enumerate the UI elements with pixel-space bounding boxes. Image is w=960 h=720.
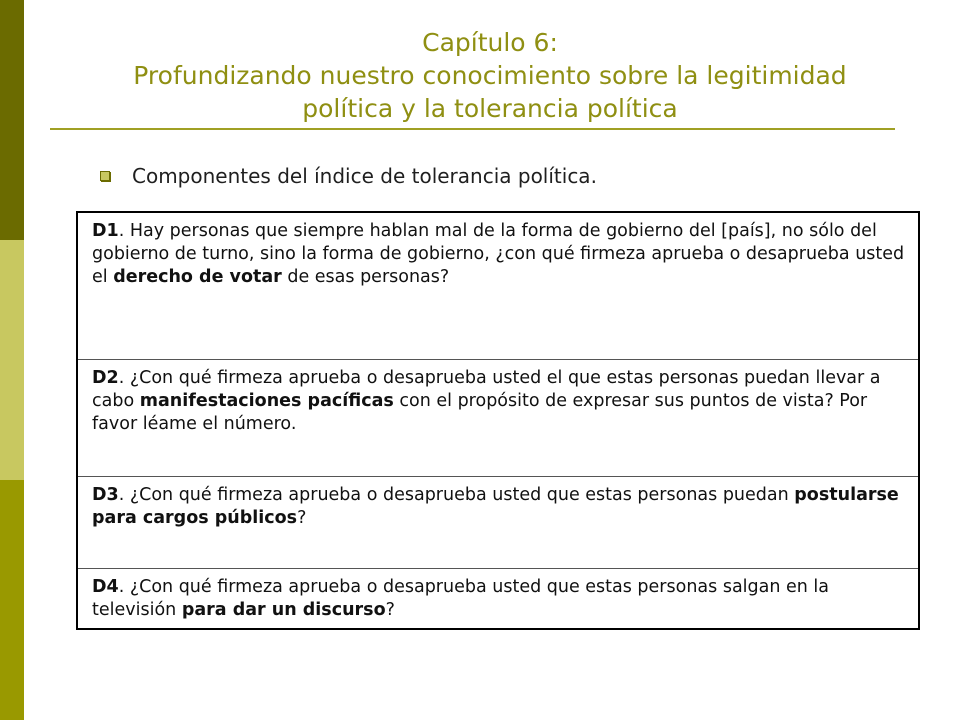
table-cell-d3 xyxy=(77,477,919,569)
item-code: D1 xyxy=(92,221,119,241)
item-text-end: ? xyxy=(297,508,307,528)
table-cell-d1 xyxy=(77,212,919,360)
table-cell-d4 xyxy=(77,569,919,630)
square-bullet-icon xyxy=(100,171,110,181)
item-emphasis: para dar un discurso xyxy=(181,600,386,620)
item-text: . ¿Con qué firmeza aprueba o desaprueba usted que estas personas salgan en la televisión xyxy=(92,577,830,620)
item-text-end: con el propósito de expresar sus puntos de vista? Por favor léame el número. xyxy=(92,391,868,434)
item-emphasis: postularse para cargos públicos xyxy=(92,485,899,528)
item-code: D3 xyxy=(92,485,119,505)
title-line-2: Profundizando nuestro conocimiento sobre la legitimidad xyxy=(133,61,847,90)
side-strip-mid xyxy=(0,480,24,720)
item-text: . ¿Con qué firmeza aprueba o desaprueba usted el que estas personas puedan llevar a cabo xyxy=(92,368,881,411)
side-strip-light xyxy=(0,240,24,480)
title-line-1: Capítulo 6: xyxy=(422,28,558,57)
item-text: . ¿Con qué firmeza aprueba o desaprueba usted que estas personas puedan xyxy=(118,485,795,505)
table-row xyxy=(77,212,919,360)
table-row xyxy=(77,477,919,569)
item-code: D2 xyxy=(92,368,119,388)
tolerance-index-table xyxy=(76,211,920,630)
title-line-3: política y la tolerancia política xyxy=(302,94,678,123)
item-emphasis: derecho de votar xyxy=(113,267,282,287)
table-cell-d2 xyxy=(77,360,919,477)
item-text: . Hay personas que siempre hablan mal de la forma de gobierno del [país], no sólo del gobierno de turno, sino la forma de gobierno, ¿con qué firmeza aprueba o desaprueba usted el xyxy=(92,221,905,287)
item-code: D4 xyxy=(92,577,119,597)
slide-title xyxy=(40,26,940,125)
item-text-end: de esas personas? xyxy=(281,267,450,287)
table-row xyxy=(77,569,919,630)
table-row xyxy=(77,360,919,477)
item-emphasis: manifestaciones pacíficas xyxy=(139,391,394,411)
bullet-text: Componentes del índice de tolerancia política. xyxy=(132,164,597,188)
title-divider xyxy=(50,128,895,130)
bullet-point xyxy=(100,164,597,188)
item-text-end: ? xyxy=(385,600,395,620)
side-strip-dark xyxy=(0,0,24,240)
